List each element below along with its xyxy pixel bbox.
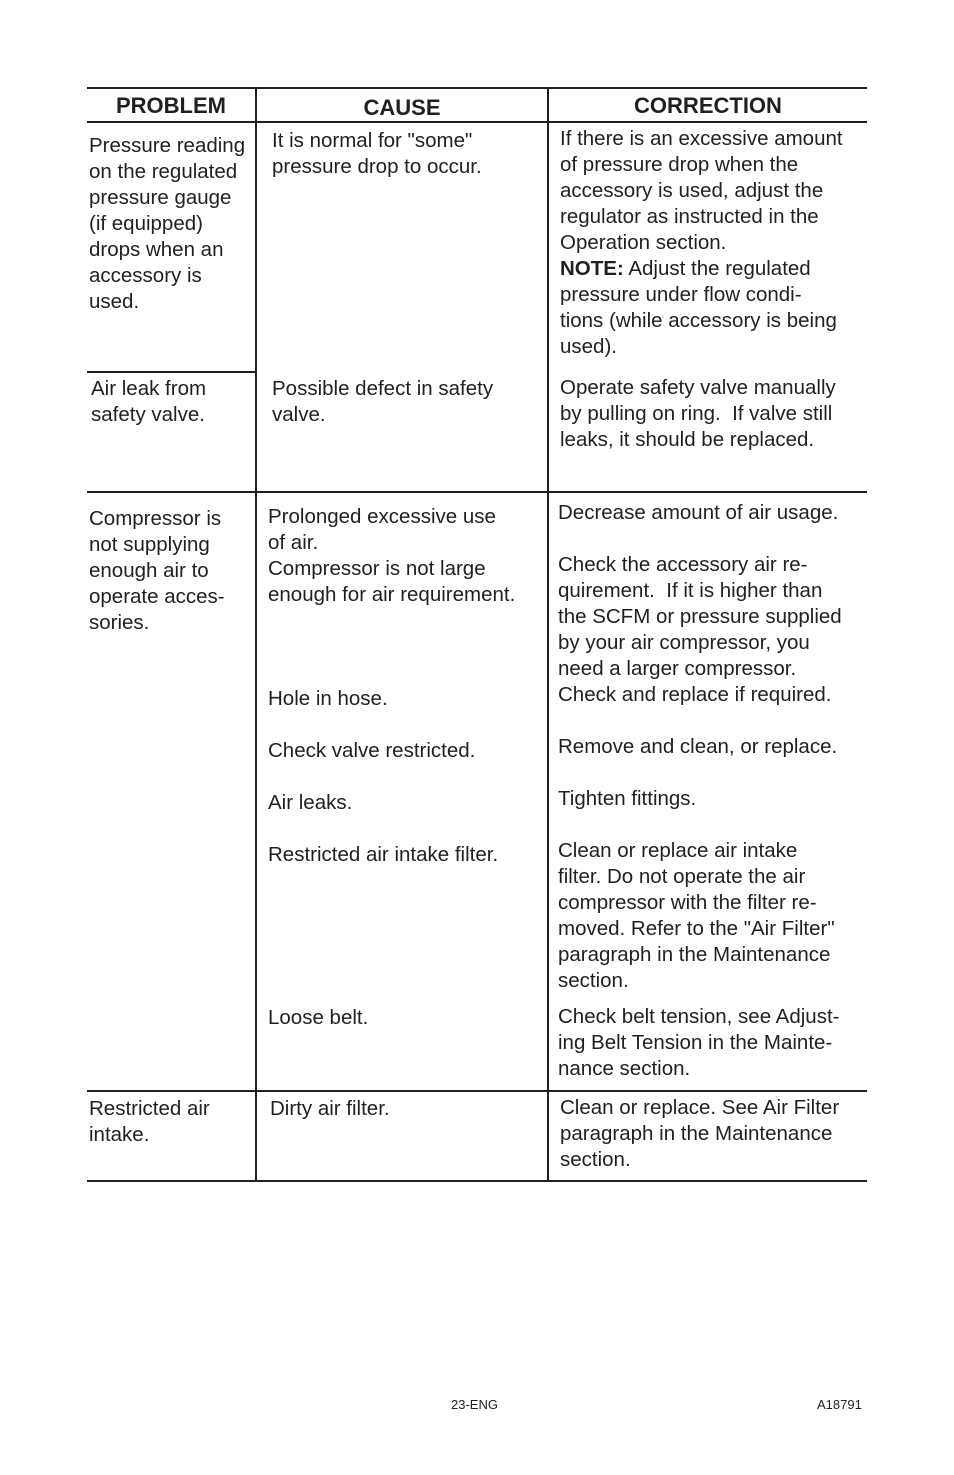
cause-cell: Prolonged excessive use of air. Compressor is not large enough for air requirement. [268,505,516,606]
cause-cell: Loose belt. [268,1006,369,1029]
note-label: NOTE: [560,257,624,280]
correction-cell: Decrease amount of air usage. [558,501,839,524]
note-line: NOTE: Adjust the regulated [560,257,811,280]
problem-cell: Restricted air intake. [89,1097,210,1146]
cause-cell: Hole in hose. [268,687,388,710]
problem-cell: Pressure reading on the regulated pressure gauge (if equipped) drops when an accessory is used. [89,134,246,313]
cause-cell: It is normal for "some" pressure drop to occur. [272,129,482,178]
row-divider-3 [87,1090,867,1092]
correction-cell: Check the accessory air re- quirement. If it is higher than the SCFM or pressure supplied by your air compressor, you need a larger compressor. Check and replace if required. [558,553,842,706]
cause-cell: Air leaks. [268,791,353,814]
row-divider-1 [87,371,255,373]
cause-header: CAUSE [363,95,441,120]
problem-header: PROBLEM [116,93,226,118]
correction-cell: Clean or replace. See Air Filter paragraph in the Maintenance section. [560,1096,840,1171]
row-divider-2 [87,491,867,493]
correction-cell: Tighten fittings. [558,787,697,810]
document-code: A18791 [817,1397,862,1412]
correction-cell: If there is an excessive amount of pressure drop when the accessory is used, adjust the regulator as instructed in the Operation section. NOTE: Adjust the regulated pressure under flow condi- tions (while accessory is being used). [560,127,843,358]
table-top-rule [87,87,867,89]
cause-cell: Restricted air intake filter. [268,843,499,866]
correction-header: CORRECTION [634,93,782,118]
page-number: 23-ENG [451,1397,498,1412]
cause-cell: Possible defect in safety valve. [272,377,494,426]
problem-cell: Air leak from safety valve. [91,377,207,426]
table-bottom-rule [87,1180,867,1182]
correction-cell: Check belt tension, see Adjust- ing Belt Tension in the Mainte- nance section. [558,1005,840,1080]
column-divider-1 [255,87,257,1182]
cause-cell: Dirty air filter. [270,1097,390,1120]
problem-cell: Compressor is not supplying enough air to operate acces- sories. [89,507,225,634]
correction-cell: Remove and clean, or replace. [558,735,838,758]
cause-cell: Check valve restricted. [268,739,476,762]
correction-cell: Operate safety valve manually by pulling on ring. If valve still leaks, it should be replaced. [560,376,836,451]
column-divider-2 [547,87,549,1182]
correction-cell: Clean or replace air intake filter. Do not operate the air compressor with the filter re- moved. Refer to the "Air Filter" paragraph in the Maintenance section. [558,839,835,992]
